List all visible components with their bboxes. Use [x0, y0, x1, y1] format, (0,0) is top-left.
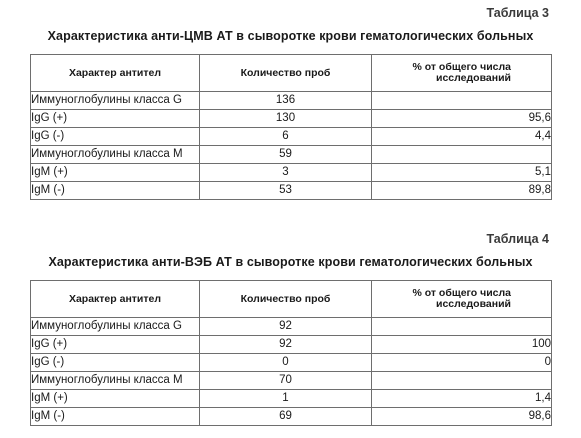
- table-caption: Характеристика анти-ВЭБ АТ в сыворотке крови гематологических больных: [48, 255, 533, 269]
- header-row: [31, 55, 552, 92]
- cell-antibody: IgG (-): [31, 128, 200, 146]
- cell-percent: 98,6: [372, 408, 552, 426]
- cell-count: 3: [200, 164, 372, 182]
- cell-percent: 100: [372, 336, 552, 354]
- table-row: [31, 390, 552, 408]
- table-caption: Характеристика анти-ЦМВ АТ в сыворотке крови гематологических больных: [47, 29, 534, 43]
- cell-percent: 1,4: [372, 390, 552, 408]
- table-row: [31, 92, 552, 110]
- cell-antibody: Иммуноглобулины класса G: [31, 92, 200, 110]
- cell-percent: 95,6: [372, 110, 552, 128]
- cell-count: 53: [200, 182, 372, 200]
- table-block-4: [30, 232, 551, 426]
- cell-count: 59: [200, 146, 372, 164]
- column-header-antibody: Характер антител: [31, 281, 200, 318]
- cell-antibody: IgG (+): [31, 110, 200, 128]
- cell-percent: 0: [372, 354, 552, 372]
- table-row: [31, 110, 552, 128]
- column-header-antibody: Характер антител: [31, 55, 200, 92]
- table-row: [31, 408, 552, 426]
- table-block-3: [30, 6, 551, 200]
- cell-antibody: IgM (-): [31, 408, 200, 426]
- table-number: Таблица 4: [486, 232, 549, 246]
- cell-percent: 5,1: [372, 164, 552, 182]
- cell-antibody: IgG (+): [31, 336, 200, 354]
- cell-antibody: Иммуноглобулины класса М: [31, 146, 200, 164]
- cell-count: 1: [200, 390, 372, 408]
- table-row: [31, 318, 552, 336]
- cell-percent: [372, 318, 552, 336]
- cell-antibody: Иммуноглобулины класса М: [31, 372, 200, 390]
- table-row: [31, 128, 552, 146]
- column-header-count: Количество проб: [200, 281, 372, 318]
- cell-antibody: IgM (+): [31, 164, 200, 182]
- cell-count: 92: [200, 318, 372, 336]
- table-number: Таблица 3: [486, 6, 549, 20]
- cell-antibody: IgG (-): [31, 354, 200, 372]
- table-row: [31, 354, 552, 372]
- cell-count: 136: [200, 92, 372, 110]
- cell-antibody: IgM (-): [31, 182, 200, 200]
- cell-count: 92: [200, 336, 372, 354]
- data-table: [30, 280, 552, 426]
- column-header-percent: % от общего числа исследований: [372, 281, 552, 318]
- cell-count: 0: [200, 354, 372, 372]
- cell-percent: [372, 92, 552, 110]
- cell-count: 70: [200, 372, 372, 390]
- data-table: [30, 54, 552, 200]
- column-header-count: Количество проб: [200, 55, 372, 92]
- table-row: [31, 164, 552, 182]
- table-row: [31, 336, 552, 354]
- table-row: [31, 182, 552, 200]
- cell-percent: 89,8: [372, 182, 552, 200]
- cell-percent: 4,4: [372, 128, 552, 146]
- cell-count: 130: [200, 110, 372, 128]
- cell-percent: [372, 372, 552, 390]
- header-row: [31, 281, 552, 318]
- cell-count: 69: [200, 408, 372, 426]
- cell-antibody: IgM (+): [31, 390, 200, 408]
- cell-percent: [372, 146, 552, 164]
- table-row: [31, 146, 552, 164]
- column-header-percent: % от общего числа исследований: [372, 55, 552, 92]
- cell-count: 6: [200, 128, 372, 146]
- table-row: [31, 372, 552, 390]
- cell-antibody: Иммуноглобулины класса G: [31, 318, 200, 336]
